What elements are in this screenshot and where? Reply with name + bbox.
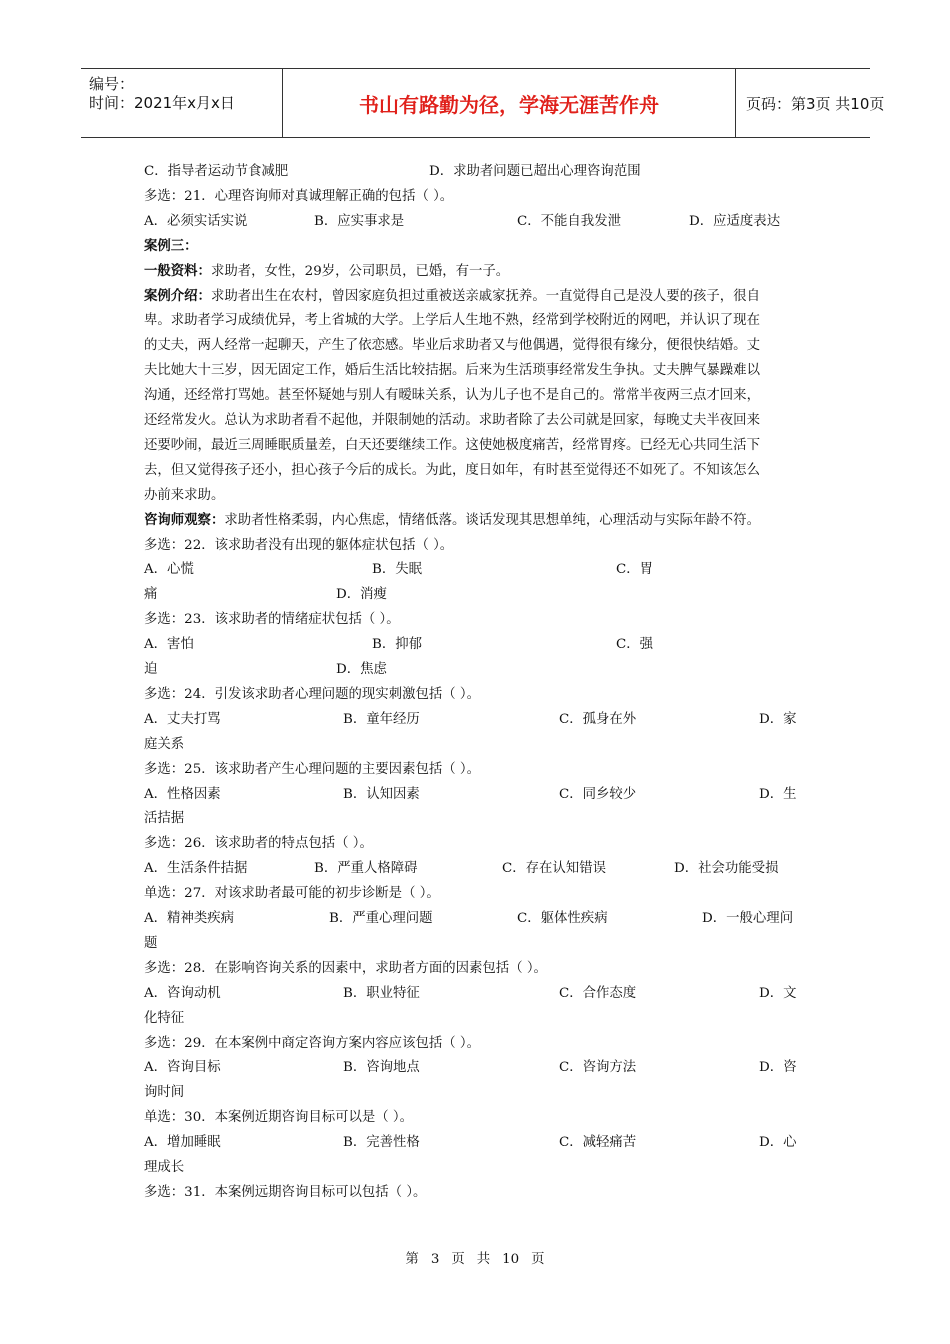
section-label: 案例介绍： xyxy=(144,288,211,304)
text-line xyxy=(144,163,804,180)
text-line xyxy=(144,487,224,504)
answer-option: B．严重心理问题 xyxy=(329,911,433,926)
text-line xyxy=(144,611,400,628)
section-label: 案例三： xyxy=(144,238,198,254)
text-line xyxy=(144,312,760,329)
text-line xyxy=(144,412,760,429)
text-line xyxy=(144,1184,426,1201)
paragraph-text: 卑。求助者学习成绩优异，考上省城的大学。上学后人生地不熟，经常到学校附近的网吧，并认识了现在 xyxy=(144,313,760,329)
section-label: 一般资料： xyxy=(144,263,211,279)
footer-text: 共 xyxy=(476,1252,491,1267)
text-line xyxy=(144,1010,804,1027)
paragraph-text: 去，但又觉得孩子还小，担心孩子今后的成长。为此，度日如年，有时甚至觉得还不如死了。不知该怎么 xyxy=(144,462,760,478)
text-line xyxy=(144,362,760,379)
text-line xyxy=(144,213,804,230)
answer-option: D．求助者问题已超出心理咨询范围 xyxy=(429,164,641,179)
text-line xyxy=(144,810,804,827)
answer-option: C．指导者运动节食减肥 xyxy=(144,164,289,179)
paragraph-text: 还经常发火。总认为求助者看不起他，并限制她的活动。求助者除了去公司就是回家，每晚丈夫半夜回来 xyxy=(144,413,760,428)
answer-option: D．一般心理问 xyxy=(702,911,794,926)
paragraph-text: 多选：25．该求助者产生心理问题的主要因素包括（ ）。 xyxy=(144,761,480,777)
answer-option: C．同乡较少 xyxy=(559,786,637,802)
text-line xyxy=(144,1059,804,1076)
answer-option: 询时间 xyxy=(144,1085,185,1101)
text-line xyxy=(144,586,804,603)
paragraph-text: 多选：21．心理咨询师对真诚理解正确的包括（ ）。 xyxy=(144,188,454,204)
text-line xyxy=(144,960,547,977)
paragraph-text: 求助者，女性，29岁，公司职员，已婚，有一子。 xyxy=(210,263,510,279)
text-line xyxy=(144,935,804,952)
page-number-label: 页码：第3页 共10页 xyxy=(746,94,885,113)
answer-option: C．不能自我发泄 xyxy=(517,213,621,229)
page-footer xyxy=(0,1248,950,1267)
answer-option: A．害怕 xyxy=(144,637,194,653)
answer-option: D．文 xyxy=(759,985,797,1001)
answer-option: D．家 xyxy=(759,711,797,727)
answer-option: B．童年经历 xyxy=(343,711,420,727)
motto-text: 书山有路勤为径，学海无涯苦作舟 xyxy=(283,69,736,137)
text-line xyxy=(144,910,804,927)
answer-option: C．存在认知错误 xyxy=(502,861,606,877)
answer-option: B．失眠 xyxy=(372,562,423,578)
paragraph-text: 夫比她大十三岁，因无固定工作，婚后生活比较拮据。后来为生活琐事经常发生争执。丈夫脾气暴躁难以 xyxy=(144,363,760,379)
answer-option: D．心 xyxy=(759,1135,797,1151)
answer-option: C．咨询方法 xyxy=(559,1060,637,1076)
answer-option: 痛 xyxy=(144,587,158,603)
footer-text: 页 xyxy=(531,1252,545,1267)
answer-option: D．社会功能受损 xyxy=(674,861,779,877)
answer-option: B．完善性格 xyxy=(343,1135,420,1151)
text-line xyxy=(144,835,373,852)
text-line xyxy=(144,462,760,479)
answer-option: C．减轻痛苦 xyxy=(559,1135,637,1151)
text-line xyxy=(144,1134,804,1151)
answer-option: A．心慌 xyxy=(144,562,194,578)
text-line xyxy=(144,1084,804,1101)
paragraph-text: 单选：27．对该求助者最可能的初步诊断是（ ）。 xyxy=(144,886,440,902)
serial-number-label: 编号： xyxy=(89,75,135,93)
answer-option: D．咨 xyxy=(759,1060,797,1076)
text-line xyxy=(144,238,198,255)
answer-option: D．焦虑 xyxy=(336,662,387,677)
footer-text: 页 xyxy=(451,1252,465,1267)
footer-total: 10 xyxy=(502,1252,520,1267)
paragraph-text: 多选：29．在本案例中商定咨询方案内容应该包括（ ）。 xyxy=(144,1035,480,1051)
paragraph-text: 多选：23．该求助者的情绪症状包括（ ）。 xyxy=(144,612,400,628)
footer-page: 3 xyxy=(430,1252,440,1267)
answer-option: C．胃 xyxy=(616,562,654,578)
paragraph-text: 多选：22．该求助者没有出现的躯体症状包括（ ）。 xyxy=(144,537,454,553)
answer-option: A．生活条件拮据 xyxy=(144,861,248,877)
paragraph-text: 多选：28．在影响咨询关系的因素中，求助者方面的因素包括（ ）。 xyxy=(144,960,547,976)
answer-option: B．认知因素 xyxy=(343,786,420,802)
answer-option: 庭关系 xyxy=(144,736,185,752)
text-line xyxy=(144,761,480,778)
text-line xyxy=(144,561,804,578)
text-line xyxy=(144,711,804,728)
text-line xyxy=(144,1109,413,1126)
answer-option: 活拮据 xyxy=(144,811,185,827)
answer-option: C．合作态度 xyxy=(559,985,637,1001)
paragraph-text: 多选：31．本案例远期咨询目标可以包括（ ）。 xyxy=(144,1184,427,1200)
answer-option: C．躯体性疾病 xyxy=(517,911,608,926)
answer-option: B．抑郁 xyxy=(372,637,423,653)
answer-option: B．咨询地点 xyxy=(343,1060,420,1076)
answer-option: A．咨询目标 xyxy=(144,1060,221,1076)
answer-option: C．孤身在外 xyxy=(559,711,637,727)
answer-option: D．消瘦 xyxy=(336,587,387,603)
paragraph-text: 求助者出生在农村，曾因家庭负担过重被送亲戚家抚养。一直觉得自己是没人要的孩子，很自 xyxy=(210,288,760,304)
text-line xyxy=(144,437,760,454)
text-line xyxy=(144,661,804,678)
paragraph-text: 多选：26．该求助者的特点包括（ ）。 xyxy=(144,836,373,852)
answer-option: B．严重人格障碍 xyxy=(314,861,418,877)
paragraph-text: 的丈夫，两人经常一起聊天，产生了依恋感。毕业后求助者又与他偶遇，觉得很有缘分，便很快结婚。丈 xyxy=(144,338,760,354)
paragraph-text: 办前来求助。 xyxy=(144,487,225,503)
answer-option: 理成长 xyxy=(144,1160,185,1175)
answer-option: A．性格因素 xyxy=(144,786,221,802)
text-line xyxy=(144,860,804,877)
text-line xyxy=(144,1035,480,1052)
text-line xyxy=(144,686,480,703)
text-line xyxy=(144,786,804,803)
text-line xyxy=(144,387,760,404)
section-label: 咨询师观察： xyxy=(144,512,225,528)
text-line xyxy=(144,288,760,305)
answer-option: A．必须实话实说 xyxy=(144,213,248,229)
answer-option: A．丈夫打骂 xyxy=(144,711,221,727)
answer-option: B．应实事求是 xyxy=(314,213,405,229)
answer-option: A．增加睡眠 xyxy=(144,1135,221,1151)
header-table xyxy=(81,68,885,138)
paragraph-text: 沟通，还经常打骂她。甚至怀疑她与别人有暧昧关系，认为儿子也不是自己的。常常半夜两三点才回来， xyxy=(144,388,760,404)
answer-option: B．职业特征 xyxy=(343,985,420,1001)
answer-option: 迫 xyxy=(144,662,158,677)
text-line xyxy=(144,188,453,205)
text-line xyxy=(144,1159,804,1176)
paragraph-text: 求助者性格柔弱，内心焦虑，情绪低落。谈话发现其思想单纯，心理活动与实际年龄不符。 xyxy=(224,512,760,528)
text-line xyxy=(144,985,804,1002)
text-line xyxy=(144,337,760,354)
answer-option: C．强 xyxy=(616,637,654,653)
footer-text: 第 xyxy=(405,1252,419,1267)
answer-option: 化特征 xyxy=(144,1010,185,1026)
paragraph-text: 单选：30．本案例近期咨询目标可以是（ ）。 xyxy=(144,1110,414,1126)
answer-option: 题 xyxy=(144,935,158,951)
text-line xyxy=(144,263,509,280)
date-label: 时间：2021年x月x日 xyxy=(89,94,235,112)
answer-option: D．生 xyxy=(759,786,797,802)
text-line xyxy=(144,885,440,902)
text-line xyxy=(144,512,760,529)
text-line xyxy=(144,736,804,753)
text-line xyxy=(144,636,804,653)
answer-option: A．咨询动机 xyxy=(144,985,221,1001)
text-line xyxy=(144,537,453,554)
header-info-cell xyxy=(81,69,283,137)
paragraph-text: 还要吵闹，最近三周睡眠质量差，白天还要继续工作。这使她极度痛苦，经常胃疼。已经无心共同生活下 xyxy=(144,437,760,453)
answer-option: A．精神类疾病 xyxy=(144,911,235,926)
paragraph-text: 多选：24．引发该求助者心理问题的现实刺激包括（ ）。 xyxy=(144,686,480,702)
answer-option: D．应适度表达 xyxy=(689,213,781,229)
